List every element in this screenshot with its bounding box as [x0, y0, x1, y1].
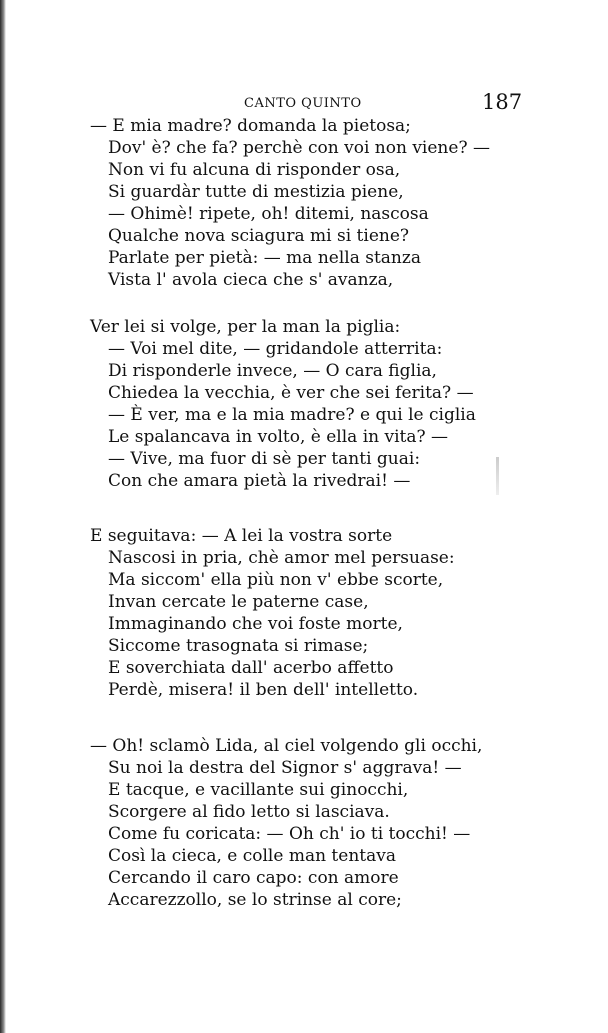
verse-line: E soverchiata dall' acerbo affetto [108, 658, 394, 678]
verse-line: Ma siccom' ella più non v' ebbe scorte, [108, 570, 444, 590]
verse-line: Di risponderle invece, — O cara figlia, [108, 361, 437, 381]
verse-line: — Oh! sclamò Lida, al ciel volgendo gli occhi, [90, 736, 483, 756]
verse-line: Come fu coricata: — Oh ch' io ti tocchi! — [108, 824, 471, 844]
verse-line: Su noi la destra del Signor s' aggrava! — [108, 758, 462, 778]
verse-line: Le spalancava in volto, è ella in vita? — [108, 427, 449, 447]
paper-blemish [496, 457, 499, 495]
page-gutter-shadow [0, 0, 6, 1033]
verse-line: Invan cercate le paterne case, [108, 592, 369, 612]
verse-line: Si guardàr tutte di mestizia piene, [108, 182, 404, 202]
verse-line: Accarezzollo, se lo strinse al core; [108, 890, 402, 910]
verse-line: E seguitava: — A lei la vostra sorte [90, 526, 393, 546]
page-number: 187 [482, 90, 523, 114]
verse-line: Nascosi in pria, chè amor mel persuase: [108, 548, 455, 568]
verse-line: Perdè, misera! il ben dell' intelletto. [108, 680, 419, 700]
running-title: CANTO QUINTO [244, 96, 362, 111]
verse-line: Chiedea la vecchia, è ver che sei ferita? — [108, 383, 474, 403]
verse-line: Immaginando che voi foste morte, [108, 614, 403, 634]
verse-line: Con che amara pietà la rivedrai! — [108, 471, 411, 491]
verse-line: Ver lei si volge, per la man la piglia: [90, 317, 401, 337]
page-header [0, 90, 608, 114]
verse-line: — Voi mel dite, — gridandole atterrita: [108, 339, 443, 359]
verse-line: — E mia madre? domanda la pietosa; [90, 116, 411, 136]
verse-line: Scorgere al fido letto si lasciava. [108, 802, 390, 822]
verse-line: Cercando il caro capo: con amore [108, 868, 399, 888]
verse-line: Così la cieca, e colle man tentava [108, 846, 396, 866]
verse-line: Vista l' avola cieca che s' avanza, [108, 270, 394, 290]
verse-line: — È ver, ma e la mia madre? e qui le ciglia [108, 405, 476, 425]
verse-line: Dov' è? che fa? perchè con voi non viene? — [108, 138, 490, 158]
verse-line: Siccome trasognata si rimase; [108, 636, 369, 656]
verse-line: — Vive, ma fuor di sè per tanti guai: [108, 449, 421, 469]
verse-line: Non vi fu alcuna di risponder osa, [108, 160, 401, 180]
verse-line: — Ohimè! ripete, oh! ditemi, nascosa [108, 204, 429, 224]
verse-line: E tacque, e vacillante sui ginocchi, [108, 780, 409, 800]
verse-line: Parlate per pietà: — ma nella stanza [108, 248, 421, 268]
verse-line: Qualche nova sciagura mi si tiene? [108, 226, 410, 246]
